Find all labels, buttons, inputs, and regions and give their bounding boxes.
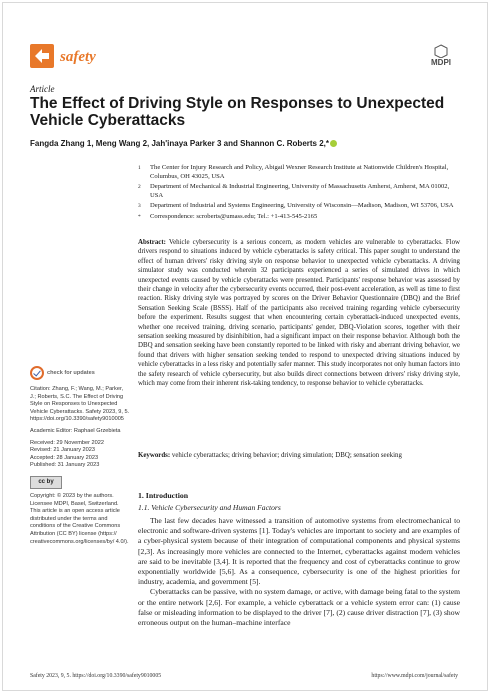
- date-published: Published: 31 January 2023: [30, 462, 100, 469]
- paragraph: Cyberattacks can be passive, with no system damage, or active, with damage being fatal to the system or the entire network [2,6]. For example, a vehicle cyberattack or a vehicle system error can: (1) cause false or misleading information to be displayed to the driver [7], (2) cause driver distraction [7], (3) show erroneous output on the human–machine interface: [138, 587, 460, 628]
- date-received: Received: 29 November 2022: [30, 439, 105, 446]
- journal-name: safety: [60, 49, 96, 65]
- abstract-text: Vehicle cybersecurity is a serious concern, as modern vehicles are vulnerable to cyberattacks. Flow drivers respond to situations induced by vehicle cyberattacks is safety critical. This paper sought to understand the effect of human drivers' risky driving style on response behavior to unexpected vehicle cyberattacks. A driving simulator study was conducted wherein 32 participants experienced a series of simulated drives in which unexpected events caused by vehicle cyberattacks were presented. Participants' response behavior was assessed by their change in velocity after the cybersecurity events occurred, their post-event acceleration, as well as time to first reaction. Risky driving style was portrayed by scores on the Driver Behavior Questionnaire (DBQ) and the Brief Sensation Seeking Scale (BSSS). Half of the participants also received training regarding vehicle cybersecurity before the experiment. Results suggest that when encountering certain cyberattack-induced unexpected events, whether one received training, driving scenario, participants' gender, DBQ-Violation scores, together with their sensation seeking measured by disinhibition, had a significant impact on their response behavior. Although both the DBQ and sensation seeking have been constantly reported to be linked with risky and aberrant driving behavior, we found that drivers with higher sensation seeking tended to respond to unexpected driving situations induced by vehicle cyberattacks in a less risky and potentially safer manner. This study incorporates not only human factors into the safety research of vehicle cybersecurity, but also builds direct connections between drivers' risky driving style, which may come from their inherent risk-taking tendency, to response behavior to vehicle cyberattacks.: [138, 239, 460, 388]
- citation: Citation: Zhang, F.; Wang, M.; Parker, J.; Roberts, S.C. The Effect of Driving Style on Responses to Unexpected Vehicle Cyberattacks. Safety 2023, 9, 5. https://doi.org/10.3390/safety9010005: [30, 386, 130, 423]
- sidebar: [30, 366, 130, 550]
- publisher-name: MDPI: [431, 58, 451, 67]
- copyright: Copyright: © 2023 by the authors. Licensee MDPI, Basel, Switzerland. This article is an open access article distributed under the terms and conditions of the Creative Commons Attribution (CC BY) license (https:// creativecommons.org/licenses/by/ 4.0/).: [30, 492, 129, 545]
- date-accepted: Accepted: 28 January 2023: [30, 454, 99, 461]
- footer-citation: Safety 2023, 9, 5. https://doi.org/10.3390/safety9010005: [30, 673, 162, 679]
- keywords-label: Keywords:: [138, 452, 171, 459]
- article-title: The Effect of Driving Style on Responses to Unexpected Vehicle Cyberattacks: [30, 95, 445, 129]
- abstract: [138, 238, 460, 389]
- author-list: [30, 139, 460, 148]
- section-heading: 1. Introduction: [138, 491, 189, 500]
- subsection-heading: 1.1. Vehicle Cybersecurity and Human Factors: [138, 503, 281, 512]
- journal-logo-icon: [30, 44, 54, 68]
- affiliation-item: 3 Department of Industrial and Systems Engineering, University of Wisconsin—Madison, Madison, WI 53706, USA: [138, 202, 454, 210]
- abstract-label: Abstract:: [138, 239, 166, 246]
- affiliation-item: 1 The Center for Injury Research and Policy, Abigail Wexner Research Institute at Nationwide Children's Hospital, Columbus, OH 43025, USA: [138, 164, 449, 180]
- article-type: Article: [30, 84, 55, 94]
- keywords-text: vehicle cyberattacks; driving behavior; driving simulation; DBQ; sensation seeking: [171, 452, 402, 459]
- author-names: Fangda Zhang 1, Meng Wang 2, Jah'inaya Parker 3 and Shannon C. Roberts 2,*: [30, 139, 329, 148]
- affiliations: [138, 164, 458, 224]
- paragraph: The last few decades have witnessed a transition of automotive systems from electromechanical to electronic and software-driven systems [1]. Today's vehicles are important to society and are examples of a cyber-physical system because of their integration of computational components and physical systems [2,3]. As increasingly more vehicles are connected to the Internet, cyberattacks against modern vehicles are said to be inevitable [3,4]. It is reported that the frequency and cost of cyberattacks continue to grow exponentially worldwide [5,6]. As a consequence, cybersecurity is one of the highest priorities for industry, academia, and government [5].: [138, 516, 460, 587]
- affiliation-item: 2 Department of Mechanical & Industrial Engineering, University of Massachusetts Amherst, Amherst, MA 01002, USA: [138, 183, 450, 199]
- mdpi-logo-icon: [424, 44, 458, 70]
- orcid-icon[interactable]: [330, 140, 337, 147]
- footer-journal-link[interactable]: https://www.mdpi.com/journal/safety: [371, 673, 458, 679]
- date-revised: Revised: 21 January 2023: [30, 447, 95, 454]
- correspondence: * Correspondence: scroberts@umass.edu; Tel.: +1-413-545-2165: [138, 212, 318, 220]
- academic-editor: Academic Editor: Raphael Grzebieta: [30, 427, 121, 434]
- check-for-updates-button[interactable]: check for updates: [30, 366, 130, 380]
- cc-by-license-icon[interactable]: cc by: [30, 476, 62, 489]
- keywords: [138, 451, 460, 460]
- dates: [30, 440, 130, 470]
- check-updates-icon: [30, 366, 44, 380]
- body-text: [138, 516, 460, 628]
